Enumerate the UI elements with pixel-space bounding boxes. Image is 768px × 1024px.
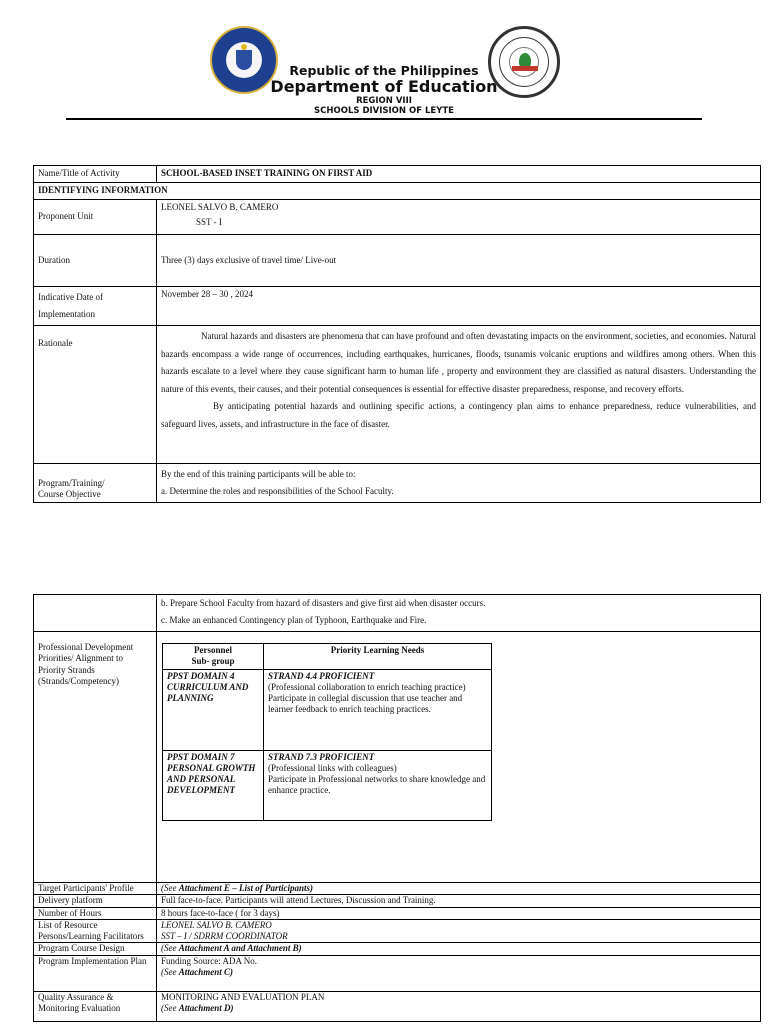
proponent-position: SST - I <box>196 217 222 228</box>
objective-a: a. Determine the roles and responsibilities of the School Faculty. <box>161 486 394 496</box>
table-row <box>34 919 761 943</box>
region-heading: REGION VIII <box>356 96 412 106</box>
qa-label: Quality Assurance & Monitoring Evaluation <box>34 991 157 1021</box>
resource-cell <box>157 919 761 943</box>
rationale-label <box>34 326 157 464</box>
qa-value: MONITORING AND EVALUATION PLAN <box>161 991 325 1002</box>
table-row <box>34 632 761 883</box>
republic-heading: Republic of the Philippines <box>289 63 479 78</box>
resource-role: SST – I / SDRRM COORDINATOR <box>161 931 288 941</box>
header-divider <box>66 118 702 120</box>
inner-header-line2: Sub- group <box>191 656 235 667</box>
rationale-paragraph-1: Natural hazards and disasters are phenomena that can have profound and often devastating impacts on the environment, societies, and economies. Natural hazards encompass a wide range of occurrences, including earthquakes, hurricanes, floods, tsunamis volcanic eruptions and wildfires among others. When this hazards escalate to a level where they cause significant harm to human life , property and environment they are classified as natural disasters. Understanding the nature of this events, their causes, and their potential consequences is essential for effective disaster preparedness, response, and recovery efforts. <box>161 331 756 394</box>
objective-label <box>34 464 157 503</box>
objective-label-line2: Course Objective <box>38 489 101 499</box>
row1-strand: STRAND 4.4 PROFICIENT <box>268 670 375 681</box>
title-value: SCHOOL-BASED INSET TRAINING ON FIRST AID <box>157 166 761 183</box>
resource-label: List of Resource Persons/Learning Facilitators <box>34 919 157 943</box>
proponent-cell <box>157 200 761 235</box>
qa-pre: (See <box>161 1002 179 1013</box>
date-label-line1: Indicative Date of <box>38 292 103 302</box>
qa-reference <box>161 1003 756 1014</box>
empty-label-cell <box>34 595 157 632</box>
objective-continued-cell <box>157 595 761 632</box>
row2-strand: STRAND 7.3 PROFICIENT <box>268 751 375 762</box>
delivery-label: Delivery platform <box>34 895 157 907</box>
program-details-table <box>33 594 761 1022</box>
target-value <box>157 883 761 895</box>
row2-group: PPST DOMAIN 7 PERSONAL GROWTH AND PERSONAL DEVELOPMENT <box>163 750 264 820</box>
resource-name: LEONEL SALVO B. CAMERO <box>161 919 272 930</box>
table-row <box>34 326 761 464</box>
table-row <box>34 287 761 326</box>
pd-cell <box>157 632 761 883</box>
department-heading: Department of Education <box>270 77 498 96</box>
table-row <box>163 644 492 670</box>
qa-attachment: Attachment D) <box>178 1002 234 1013</box>
inner-header-personnel <box>163 644 264 670</box>
impl-reference <box>161 967 756 978</box>
impl-funding: Funding Source: ADA No. <box>161 955 258 966</box>
table-row <box>34 183 761 200</box>
design-value <box>157 943 761 955</box>
row1-line2: Participate in collegial discussion that use teacher and learner feedback to enrich teaching practices. <box>268 693 463 715</box>
division-heading: SCHOOLS DIVISION OF LEYTE <box>314 106 454 116</box>
date-value: November 28 – 30 , 2024 <box>157 287 761 326</box>
date-label <box>34 287 157 326</box>
design-label: Program Course Design <box>34 943 157 955</box>
identifying-info-heading: IDENTIFYING INFORMATION <box>34 183 761 200</box>
target-attachment: Attachment E – List of Participants) <box>178 883 314 893</box>
letterhead <box>0 0 768 130</box>
table-row <box>163 750 492 820</box>
impl-attachment: Attachment C) <box>178 966 234 977</box>
table-row <box>34 907 761 919</box>
row1-line1: (Professional collaboration to enrich teaching practice) <box>268 681 466 692</box>
proponent-label: Proponent Unit <box>34 200 157 235</box>
impl-cell <box>157 955 761 991</box>
table-row <box>34 991 761 1021</box>
hours-value: 8 hours face-to-face ( for 3 days) <box>157 907 761 919</box>
row2-line2: Participate in Professional networks to share knowledge and enhance practice. <box>268 774 486 796</box>
impl-pre: (See <box>161 966 179 977</box>
activity-info-table <box>33 165 761 503</box>
priority-needs-table <box>162 643 492 821</box>
delivery-value: Full face-to-face. Participants will attend Lectures, Discussion and Training. <box>157 895 761 907</box>
row2-line1: (Professional links with colleagues) <box>268 762 397 773</box>
objective-b: b. Prepare School Faculty from hazard of disasters and give first aid when disaster occurs. <box>161 598 486 608</box>
inner-header-needs: Priority Learning Needs <box>264 644 492 670</box>
design-attachment: Attachment A and Attachment B) <box>178 943 302 954</box>
row2-needs <box>264 750 492 820</box>
target-pre: (See <box>161 883 179 893</box>
duration-value: Three (3) days exclusive of travel time/ Live-out <box>157 235 761 287</box>
table-row <box>34 464 761 503</box>
table-row <box>34 895 761 907</box>
title-label: Name/Title of Activity <box>34 166 157 183</box>
hours-label: Number of Hours <box>34 907 157 919</box>
qa-cell <box>157 991 761 1021</box>
target-label: Target Participants' Profile <box>34 883 157 895</box>
objective-cell <box>157 464 761 503</box>
rationale-label-text: Rationale <box>38 338 73 348</box>
rationale-paragraph-2: By anticipating potential hazards and outlining specific actions, a contingency plan aims to enhance preparedness, reduce vulnerabilities, and safeguard lives, assets, and infrastructure in the face of disaster. <box>161 401 756 429</box>
table-row <box>34 235 761 287</box>
table-row <box>34 943 761 955</box>
row1-needs <box>264 669 492 750</box>
table-row <box>34 200 761 235</box>
objective-label-line1: Program/Training/ <box>38 478 105 488</box>
table-row <box>34 166 761 183</box>
objective-c: c. Make an enhanced Contingency plan of Typhoon, Earthquake and Fire. <box>161 615 427 625</box>
design-pre: (See <box>161 943 179 954</box>
pd-label: Professional Development Priorities/ Alignment to Priority Strands (Strands/Competency) <box>34 632 157 883</box>
table-row <box>163 669 492 750</box>
proponent-name: LEONEL SALVO B. CAMERO <box>161 202 279 212</box>
impl-label: Program Implementation Plan <box>34 955 157 991</box>
duration-label: Duration <box>34 235 157 287</box>
table-row <box>34 883 761 895</box>
table-row <box>34 955 761 991</box>
rationale-cell <box>157 326 761 464</box>
objective-intro: By the end of this training participants will be able to: <box>161 469 356 479</box>
table-row <box>34 595 761 632</box>
date-label-line2: Implementation <box>38 309 95 319</box>
inner-header-line1: Personnel <box>194 645 232 655</box>
row1-group: PPST DOMAIN 4 CURRICULUM AND PLANNING <box>163 669 264 750</box>
